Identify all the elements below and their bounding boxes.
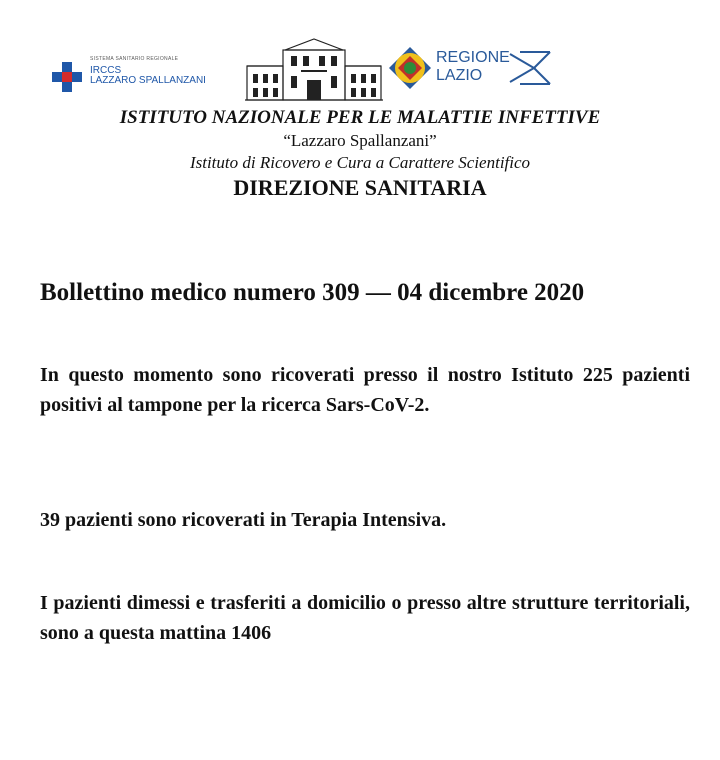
department-title: DIREZIONE SANITARIA	[233, 175, 487, 200]
irccs-spallanzani-logo	[50, 48, 240, 88]
bulletin-paragraph-intensive-care: 39 pazienti sono ricoverati in Terapia Intensiva.	[40, 509, 447, 531]
regione-lazio-emblem-icon	[388, 46, 432, 90]
irccs-line2: LAZZARO SPALLANZANI	[90, 75, 206, 86]
header-logos	[0, 34, 720, 106]
medical-cross-icon	[52, 62, 82, 92]
institute-title: ISTITUTO NAZIONALE PER LE MALATTIE INFETTIVE	[119, 107, 601, 128]
irccs-tiny-text: SISTEMA SANITARIO REGIONALE	[90, 56, 179, 62]
regione-lazio-logo	[388, 46, 558, 90]
institute-description: Istituto di Ricovero e Cura a Carattere Scientifico	[189, 153, 531, 172]
irccs-name	[90, 66, 206, 86]
bulletin-paragraph-discharged: I pazienti dimessi e trasferiti a domicilio o presso altre strutture territoriali, sono a questa mattina 1406	[40, 592, 690, 644]
institute-header	[0, 106, 720, 202]
bulletin-paragraph-hospitalized: In questo momento sono ricoverati presso il nostro Istituto 225 pazienti positivi al tampone per la ricerca Sars-CoV-2.	[40, 364, 690, 416]
regione-lazio-name	[436, 49, 510, 85]
region-line2: LAZIO	[436, 67, 483, 84]
institute-building-icon	[245, 36, 383, 102]
irccs-line1: IRCCS	[90, 65, 122, 76]
regione-lazio-swoosh-icon	[506, 48, 554, 88]
institute-name: “Lazzaro Spallanzani”	[283, 131, 437, 150]
region-line1: REGIONE	[436, 49, 510, 66]
bulletin-title: Bollettino medico numero 309 — 04 dicembre 2020	[40, 279, 585, 306]
